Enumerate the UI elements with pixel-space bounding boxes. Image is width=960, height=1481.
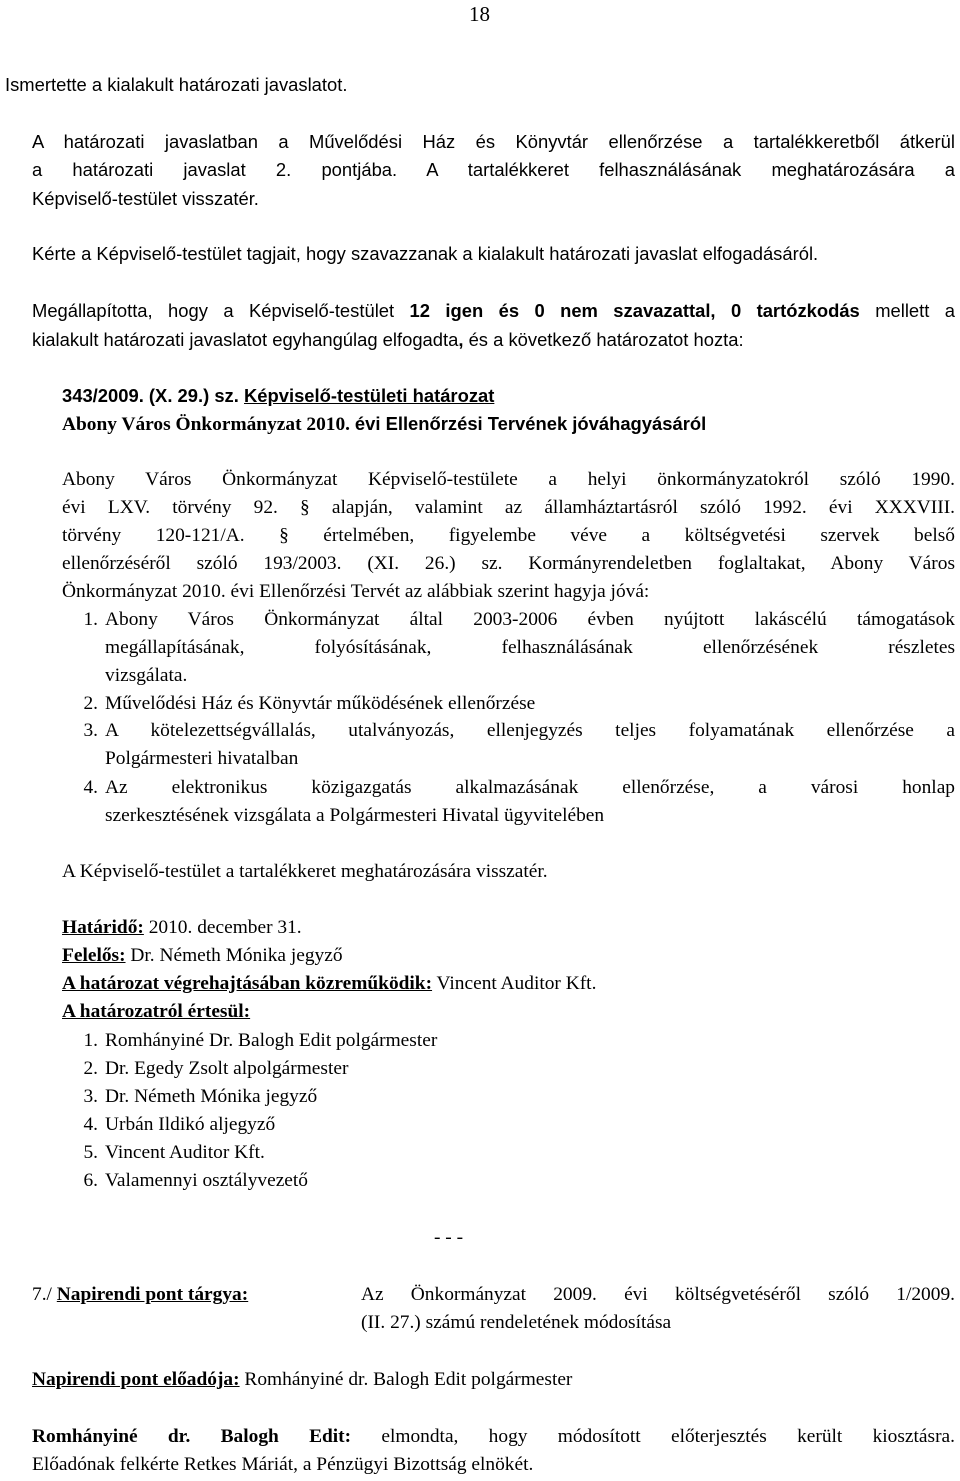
list-item <box>62 774 955 831</box>
list-item-line: szerkesztésének vizsgálata a Polgármesteri Hivatal ügyvitelében <box>105 805 605 826</box>
notified-number: 4. <box>83 1114 98 1135</box>
deadline-label: Határidő: <box>62 917 144 938</box>
para1-line1: A határozati javaslatban a Művelődési Ház és Könyvtár ellenőrzése a tartalékkeretből átkerül <box>32 131 955 152</box>
cooperator-label: A határozat végrehajtásában közreműködik: <box>62 973 433 994</box>
para3-post: mellett a <box>859 300 955 321</box>
presenter-value: Romhányiné dr. Balogh Edit polgármester <box>239 1369 573 1390</box>
resolution-number: 343/2009. (X. 29.) sz. <box>62 385 239 406</box>
resolution-title-part2: évi Ellenőrzési Tervének jóváhagyásáról <box>354 413 707 434</box>
para3-pre: Megállapította, hogy a Képviselő-testület <box>32 300 410 321</box>
agenda-number: 7./ <box>32 1284 52 1305</box>
notified-item <box>62 1139 265 1168</box>
notified-item <box>62 1027 437 1056</box>
list-item-line: A kötelezettségvállalás, utalványozás, ellenjegyzés teljes folyamatának ellenőrzése a <box>105 720 955 741</box>
resolution-header <box>62 382 955 411</box>
notified-name: Valamennyi osztályvezető <box>105 1170 308 1191</box>
notified-number: 1. <box>83 1030 98 1051</box>
presenter <box>32 1366 572 1395</box>
resolution-body-line5: Önkormányzat 2010. évi Ellenőrzési Tervét az alábbiak szerint hagyja jóvá: <box>62 581 650 602</box>
para1-line3: Képviselő-testület visszatér. <box>32 188 259 209</box>
notified-name: Romhányiné Dr. Balogh Edit polgármester <box>105 1030 438 1051</box>
notified-name: Dr. Egedy Zsolt alpolgármester <box>105 1058 349 1079</box>
para3-line2c: és a következő határozatot hozta: <box>463 329 744 350</box>
notified-number: 5. <box>83 1142 98 1163</box>
deadline-value: 2010. december 31. <box>143 917 302 938</box>
responsible-value: Dr. Németh Mónika jegyző <box>125 945 343 966</box>
para1-line2: a határozati javaslat 2. pontjába. A tartalékkeret felhasználásának meghatározására a <box>32 159 955 180</box>
agenda-subject-line1: Az Önkormányzat 2009. évi költségvetéséről szóló 1/2009. <box>361 1284 955 1305</box>
para3-line2a: kialakult határozati javaslatot egyhangúlag elfogadta <box>32 329 459 350</box>
separator: - - - <box>434 1227 464 1248</box>
list-item <box>62 717 955 774</box>
para3-comma: , <box>458 329 464 350</box>
list-item-line: Az elektronikus közigazgatás alkalmazásának ellenőrzése, a városi honlap <box>105 777 955 798</box>
resolution-body-line2: évi LXV. törvény 92. § alapján, valamint az államháztartásról szóló 1992. évi XXXVIII. <box>62 497 955 518</box>
final-line2: Előadónak felkérte Retkes Máriát, a Pénzügyi Bizottság elnökét. <box>32 1454 534 1475</box>
resolution-body-line4: ellenőrzéséről szóló 193/2003. (XI. 26.) sz. Kormányrendeletben foglaltakat, Abony Város <box>62 553 955 574</box>
list-item-line: megállapításának, folyósításának, felhasználásának ellenőrzésének részletes <box>105 637 955 658</box>
intro-line: Ismertette a kialakult határozati javaslatot. <box>5 74 348 95</box>
responsible-label: Felelős: <box>62 945 126 966</box>
notified-name: Dr. Németh Mónika jegyző <box>105 1086 318 1107</box>
notified-label: A határozatról értesül: <box>62 1001 251 1022</box>
resolution-body-line3: törvény 120-121/A. § értelmében, figyelembe véve a költségvetési szervek belső <box>62 525 955 546</box>
list-item <box>62 606 955 692</box>
notified-number: 3. <box>83 1086 98 1107</box>
deadline <box>62 914 955 943</box>
notified-number: 6. <box>83 1170 98 1191</box>
para2: Kérte a Képviselő-testület tagjait, hogy szavazzanak a kialakult határozati javaslat elfogadásáról. <box>32 243 819 264</box>
notified-number: 2. <box>83 1058 98 1079</box>
notified-item <box>62 1083 317 1112</box>
list-item-line: Művelődési Ház és Könyvtár működésének ellenőrzése <box>105 693 536 714</box>
resolution-label: Képviselő-testületi határozat <box>244 385 495 406</box>
resolution-title <box>62 410 955 440</box>
notified-item <box>62 1167 308 1196</box>
agenda-label-row <box>32 1281 248 1310</box>
list-item-line: Polgármesteri hivatalban <box>105 748 299 769</box>
list-item-number: 4. <box>83 777 98 798</box>
list-item-line: vizsgálata. <box>105 665 188 686</box>
return-note: A Képviselő-testület a tartalékkeret meghatározására visszatér. <box>62 861 548 882</box>
notified-name: Vincent Auditor Kft. <box>105 1142 265 1163</box>
presenter-label: Napirendi pont előadója: <box>32 1369 240 1390</box>
agenda-subject-line2: (II. 27.) számú rendeletének módosítása <box>361 1312 672 1333</box>
notified-item <box>62 1111 275 1140</box>
list-item-line: Abony Város Önkormányzat által 2003-2006 évben nyújtott lakáscélú támogatások <box>105 609 955 630</box>
list-item-number: 1. <box>83 609 98 630</box>
speaker-name: Romhányiné dr. Balogh Edit: <box>32 1426 352 1447</box>
notified-item <box>62 1055 348 1084</box>
list-item <box>62 690 955 718</box>
responsible <box>62 942 955 971</box>
vote-result: 12 igen és 0 nem szavazattal, 0 tartózkodás <box>409 300 860 321</box>
final-line1-rest: elmondta, hogy módosított előterjesztés került kiosztásra. <box>351 1426 955 1447</box>
para3-line1 <box>32 297 955 326</box>
para3-line2 <box>32 326 955 355</box>
cooperator-value: Vincent Auditor Kft. <box>432 973 597 994</box>
cooperator <box>62 970 955 999</box>
list-item-number: 3. <box>83 720 98 741</box>
final-line1 <box>32 1423 955 1452</box>
resolution-body-line1: Abony Város Önkormányzat Képviselő-testülete a helyi önkormányzatokról szóló 1990. <box>62 469 955 490</box>
agenda-label: Napirendi pont tárgya: <box>56 1284 249 1305</box>
list-item-number: 2. <box>83 693 98 714</box>
resolution-title-part1: Abony Város Önkormányzat 2010. <box>62 414 351 435</box>
notified-name: Urbán Ildikó aljegyző <box>105 1114 276 1135</box>
page-number: 18 <box>469 2 490 26</box>
